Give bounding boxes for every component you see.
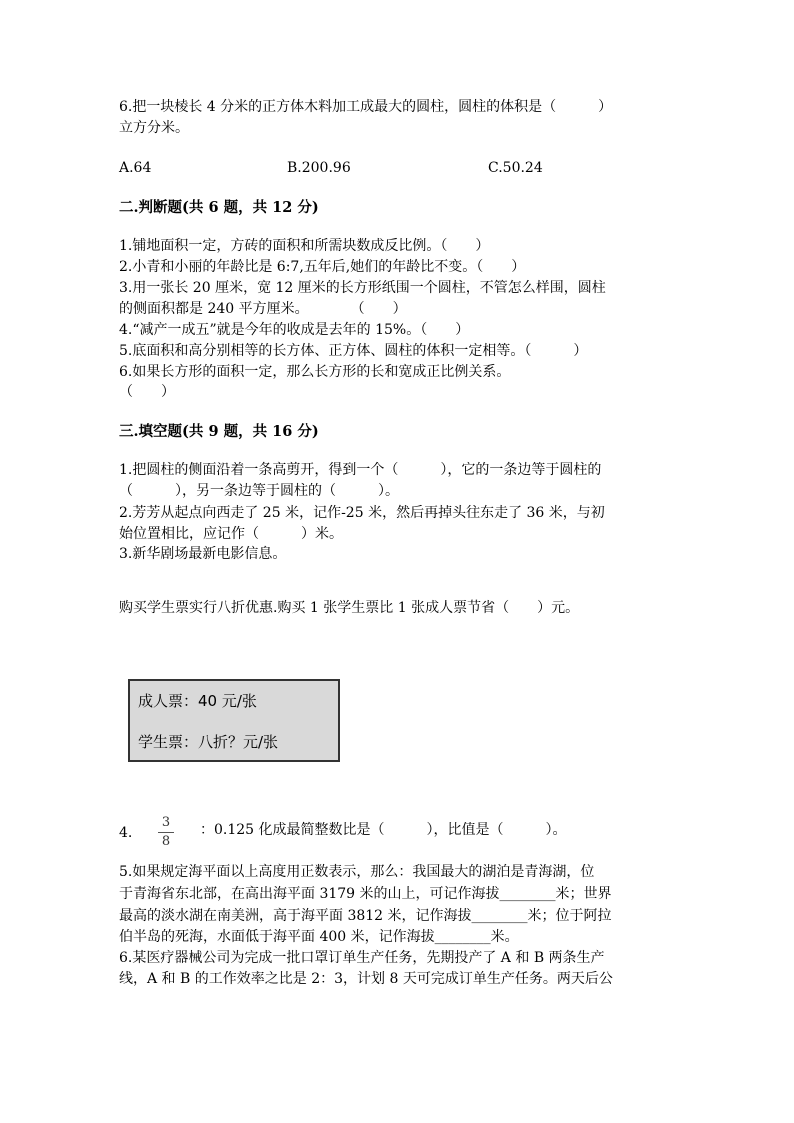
- question-number: 4.: [119, 825, 133, 841]
- question-line: 3.用一张长 20 厘米，宽 12 厘米的长方形纸围一个圆柱，不管怎么样围，圆柱: [119, 280, 606, 296]
- section-heading: 三.填空题(共 9 题，共 16 分): [119, 423, 319, 440]
- option-b: B.200.96: [287, 160, 351, 176]
- question-line: （ ），另一条边等于圆柱的（ ）。: [119, 483, 399, 499]
- question-line: 3.新华剧场最新电影信息。: [119, 546, 287, 562]
- question-text: 6.把一块棱长 4 分米的正方体木料加工成最大的圆柱，圆柱的体积是（ ）: [119, 99, 613, 115]
- question-line: 线，A 和 B 的工作效率之比是 2：3，计划 8 天可完成订单生产任务。两天后公: [119, 971, 613, 987]
- question-line: 2.小青和小丽的年龄比是 6:7,五年后,她们的年龄比不变。（ ）: [119, 259, 526, 275]
- student-ticket-price: 学生票：八折？元/张: [138, 733, 279, 751]
- question-line: 始位置相比，应记作（ ）米。: [119, 526, 343, 542]
- fraction-numerator: 3: [161, 815, 171, 830]
- question-line: 6.如果长方形的面积一定，那么长方形的长和宽成正比例关系。: [119, 364, 511, 380]
- question-line: 2.芳芳从起点向西走了 25 米，记作-25 米，然后再掉头往东走了 36 米，与初: [119, 505, 605, 521]
- question-line: 6.某医疗器械公司为完成一批口罩订单生产任务，先期投产了 A 和 B 两条生产: [119, 950, 605, 966]
- question-line: 1.把圆柱的侧面沿着一条高剪开，得到一个（ ），它的一条边等于圆柱的: [119, 462, 602, 478]
- question-line: 于青海省东北部，在高出海平面 3179 米的山上，可记作海拔________米；世界: [119, 886, 612, 902]
- question-line: 5.底面积和高分别相等的长方体、正方体、圆柱的体积一定相等。（ ）: [119, 343, 588, 359]
- question-line: 伯半岛的死海，水面低于海平面 400 米，记作海拔________米。: [119, 929, 519, 945]
- question-line: ：0.125 化成最简整数比是（ ），比值是（ ）。: [200, 822, 567, 838]
- question-line: 的侧面积都是 240 平方厘米。 （ ）: [119, 301, 407, 317]
- question-line: （ ）: [119, 384, 175, 400]
- question-line: 最高的淡水湖在南美洲，高于海平面 3812 米，记作海拔________米；位于阿拉: [119, 908, 612, 924]
- question-line: 4.“减产一成五”就是今年的收成是去年的 15%。（ ）: [119, 322, 470, 338]
- question-line: 1.铺地面积一定，方砖的面积和所需块数成反比例。（ ）: [119, 238, 490, 254]
- fraction-bar: [158, 832, 174, 833]
- option-c: C.50.24: [488, 160, 543, 176]
- adult-ticket-price: 成人票：40 元/张: [138, 692, 257, 710]
- question-text: 立方分米。: [119, 120, 189, 136]
- section-heading: 二.判断题(共 6 题，共 12 分): [119, 199, 319, 216]
- fraction-denominator: 8: [161, 834, 171, 849]
- question-line: 5.如果规定海平面以上高度用正数表示，那么：我国最大的湖泊是青海湖，位: [119, 864, 595, 880]
- fraction: [157, 815, 175, 850]
- ticket-info-box: [128, 679, 340, 762]
- option-a: A.64: [119, 160, 152, 176]
- question-line: 购买学生票实行八折优惠.购买 1 张学生票比 1 张成人票节省（ ）元。: [119, 600, 580, 616]
